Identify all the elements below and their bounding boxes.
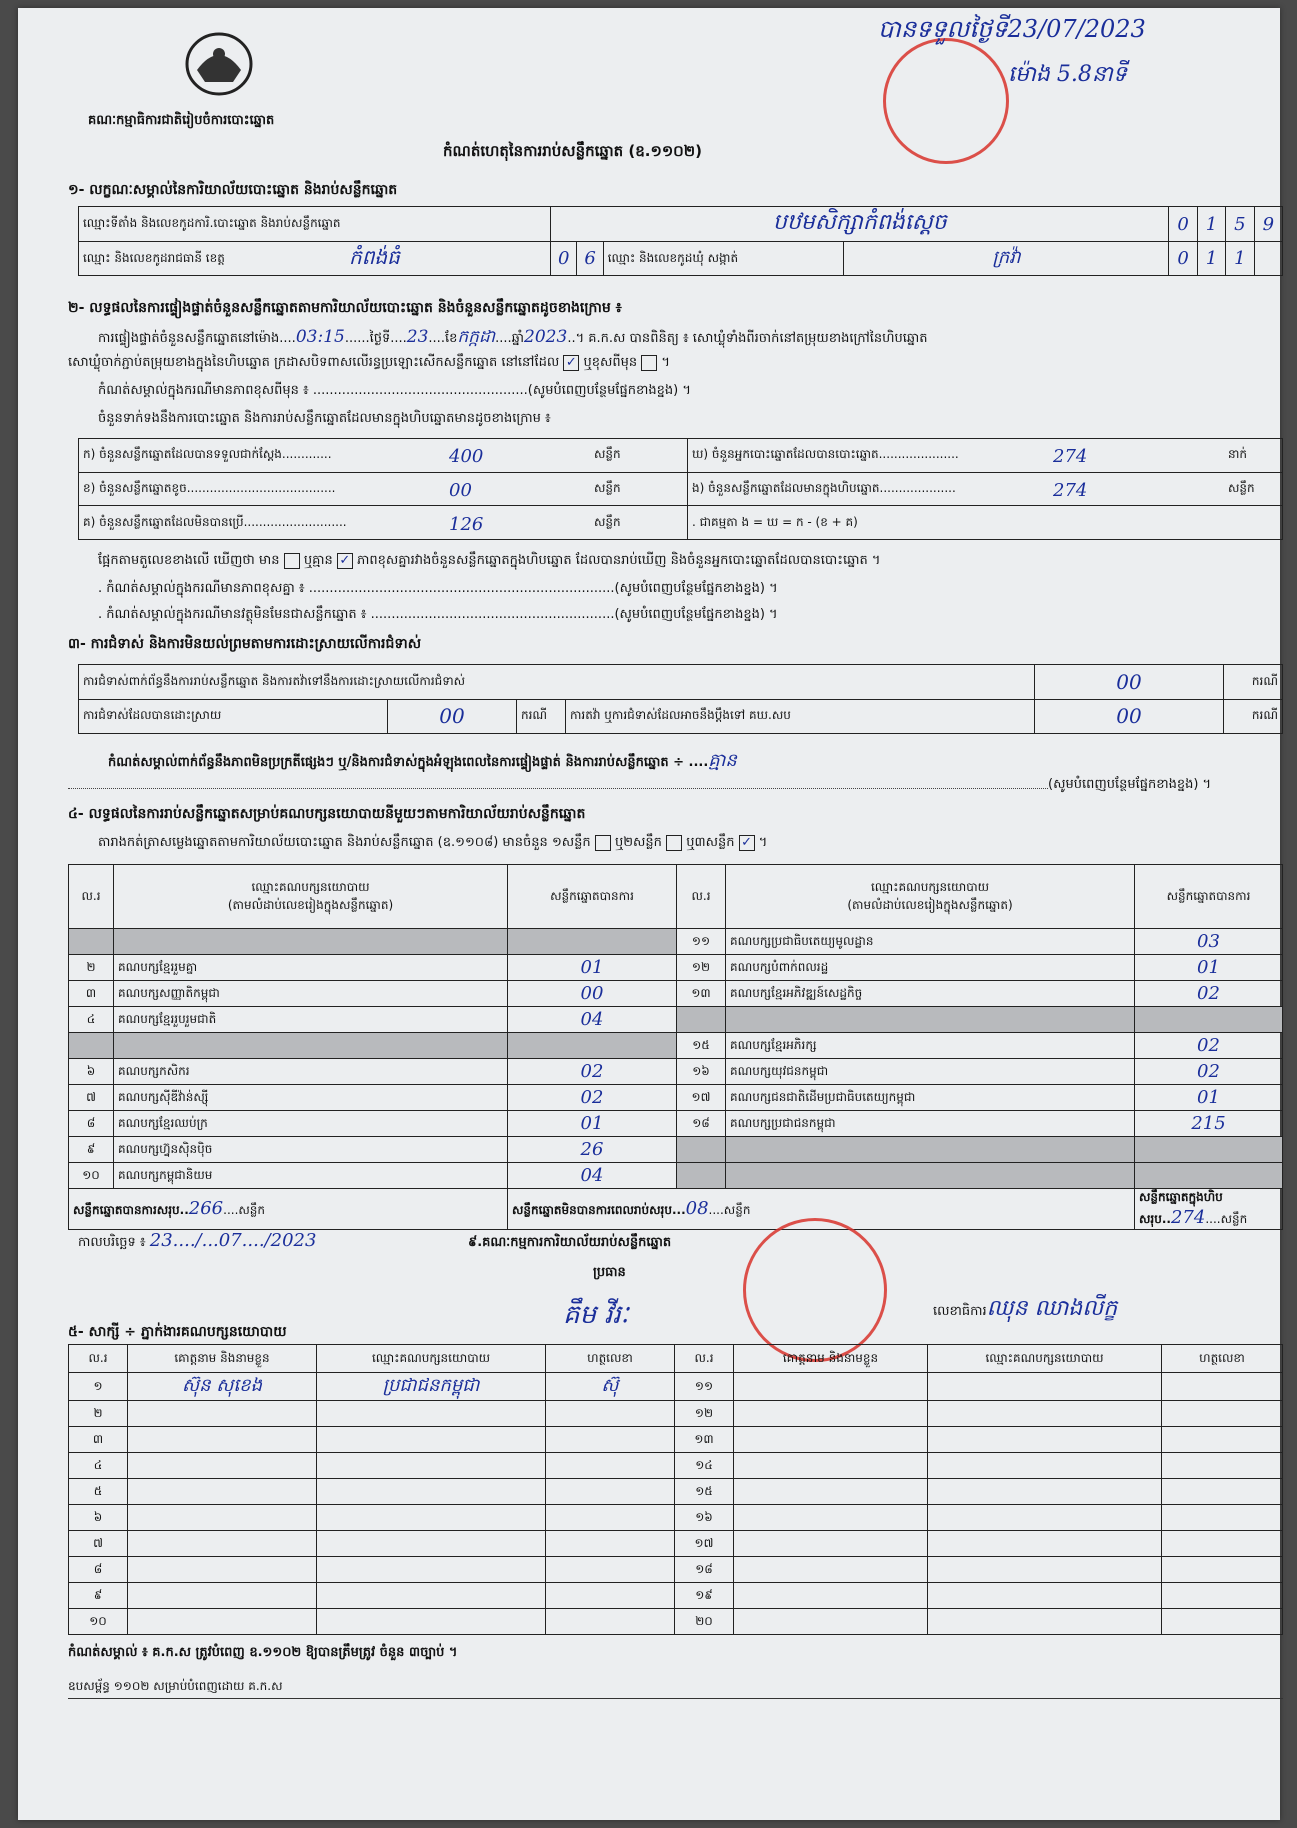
chair-label: ប្រធាន [593, 1265, 626, 1280]
row-12-no: ១២ [677, 955, 726, 981]
formula-cell: . ជាគម្មតា ង = ឃ = ក - (ខ + គ) [688, 506, 1283, 540]
w-row-7-no: ៧ [69, 1531, 128, 1557]
row-3-no: ៣ [69, 981, 114, 1007]
row-7-votes: 02 [508, 1085, 677, 1111]
row-9-party: គណបក្សហ្វ៊ុនស៊ិនប៉ិច [114, 1137, 508, 1163]
station-code-d4: 9 [1254, 207, 1282, 242]
row-1-no [69, 929, 114, 955]
row-4-no: ៤ [69, 1007, 114, 1033]
station-value: បឋមសិក្សាកំពង់ស្ដេច [551, 207, 1169, 242]
w-col-name-right: គោត្តនាម និងនាមខ្លួន [734, 1345, 928, 1373]
resolved-label: ការជំទាស់ដែលបានដោះស្រាយ [79, 699, 388, 734]
count-unused-cell: គ) ចំនួនសន្លឹកឆ្នោតដែលមិនបានប្រើ........................... 126 សន្លឹក [79, 506, 688, 540]
complaints-total-unit: ករណី [1224, 665, 1283, 700]
irregularity-note-hint: (សូមបំពេញបន្ថែមផ្នែកខាងខ្នង) ។ [1048, 777, 1212, 792]
section-1-table [78, 206, 1283, 276]
station-code-d1: 0 [1169, 207, 1197, 242]
row-2-votes: 01 [508, 955, 677, 981]
w-row-14-no: ១៤ [675, 1453, 734, 1479]
row-14-party [726, 1007, 1135, 1033]
row-2-no: ២ [69, 955, 114, 981]
valid-total-cell: សន្លឹកឆ្នោតបានការសរុប..266....សន្លឹក [69, 1189, 508, 1230]
form-title: កំណត់ហេតុនៃការរាប់សន្លឹកឆ្នោត (ឧ.១១០២) [443, 142, 703, 160]
row-1-votes [508, 929, 677, 955]
row-7-no: ៧ [69, 1085, 114, 1111]
row-19-party [726, 1137, 1135, 1163]
row-14-no [677, 1007, 726, 1033]
forwarded-label: ការតវ៉ា ឬការជំទាស់ដែលអាចនឹងប្ដឹងទៅ គឃ.សប [566, 699, 1035, 734]
resolved-unit: ករណី [517, 699, 566, 734]
w-row-8-no: ៨ [69, 1557, 128, 1583]
row-9-no: ៩ [69, 1137, 114, 1163]
no-discrepancy-checkbox: ✓ [337, 553, 353, 569]
reconciliation-line-1: ការផ្ទៀងផ្ទាត់ចំនួនសន្លឹកឆ្នោតនៅម៉ោង....03:15......ថ្ងៃទី....23....ខែកក្កដា....ឆ្នាំ2023..។ គ.ក.ស បានពិនិត្យ ៖ សោឃ្លុំទាំងពីរចាក់នៅតម្រុយខាងក្រៅនៃហិបឆ្នោត [98, 327, 928, 347]
committee-title: ៩.គណៈកម្មការការិយាល័យរាប់សន្លឹកឆ្នោត [468, 1235, 672, 1250]
counts-table [78, 438, 1283, 540]
row-17-party: គណបក្សជនជាតិដើមប្រជាធិបតេយ្យកម្ពុជា [726, 1085, 1135, 1111]
row-15-votes: 02 [1135, 1033, 1283, 1059]
station-label: ឈ្មោះទីតាំង និងលេខកូដការិ.បោះឆ្នោត និងរាប់សន្លឹកឆ្នោត [79, 207, 551, 242]
w-row-1-party: ប្រជាជនកម្ពុជា [317, 1373, 546, 1401]
w-row-4-no: ៤ [69, 1453, 128, 1479]
row-3-party: គណបក្សសញ្ញាតិកម្ពុជា [114, 981, 508, 1007]
discrepancy-note-2: . កំណត់សម្គាល់ក្នុងករណីមានវត្ថុមិនមែនជាសន្លឹកឆ្នោត ៖ ...........................................................(សូមបំពេញបន្ថែមផ្នែកខាងខ្នង) ។ [98, 607, 778, 622]
footer-rule [68, 1698, 1283, 1699]
row-19-votes [1135, 1137, 1283, 1163]
row-13-votes: 02 [1135, 981, 1283, 1007]
col-party-left: ឈ្មោះគណបក្សនយោបាយ (តាមលំដាប់លេខរៀងក្នុងសន្លឹកឆ្នោត) [114, 865, 508, 929]
row-11-votes: 03 [1135, 929, 1283, 955]
note-line: កំណត់សម្គាល់ក្នុងករណីមានភាពខុសពីមុន ៖ ....................................................(សូមបំពេញបន្ថែមផ្នែកខាងខ្នង) ។ [98, 383, 691, 398]
row-11-no: ១១ [677, 929, 726, 955]
row-15-no: ១៥ [677, 1033, 726, 1059]
w-row-19-no: ១៩ [675, 1583, 734, 1609]
resolved-value: 00 [388, 699, 517, 734]
province-code-d2: 6 [577, 242, 603, 276]
form-footer-code: ឧបសម្ព័ន្ធ ១១០២ សម្រាប់បំពេញដោយ គ.ក.ស [68, 1679, 283, 1693]
one-sheet-checkbox [595, 835, 611, 851]
commune-value: ក្រវ៉ា [844, 242, 1169, 276]
row-8-votes: 01 [508, 1111, 677, 1137]
row-10-party: គណបក្សកម្ពុជានិយម [114, 1163, 508, 1189]
section-2-title: ២- លទ្ធផលនៃការផ្ទៀងផ្ទាត់ចំនួនសន្លឹកឆ្នោតតាមការិយាល័យបោះឆ្នោត និងចំនួនសន្លឹកឆ្នោតដូចខាងក្រោម ៖ [68, 300, 622, 316]
reconciliation-line-2: សោឃ្លុំចាក់ភ្ជាប់តម្រុយខាងក្នុងនៃហិបឆ្នោត ក្រដាសបិទពាសលើរន្ធប្រឡោះសើកសន្លឹកឆ្នោត នៅនៅដែល ✓ ឬខុសពីមុន ។ [68, 354, 670, 370]
irregularity-note-line [68, 778, 1048, 789]
row-7-party: គណបក្សស៊ីឌីវ៉ាន់ស្ស៊ី [114, 1085, 508, 1111]
section-3-title: ៣- ការជំទាស់ និងការមិនយល់ព្រមតាមការដោះស្រាយលើការជំទាស់ [68, 636, 422, 652]
row-8-party: គណបក្សខ្មែរឈប់ក្រ [114, 1111, 508, 1137]
count-spoiled-cell: ខ) ចំនួនសន្លឹកឆ្នោតខូច....................................... 00 សន្លឹក [79, 472, 688, 506]
row-2-party: គណបក្សខ្មែររួមគ្នា [114, 955, 508, 981]
org-name: គណៈកម្មាធិការជាតិរៀបចំការបោះឆ្នោត [88, 113, 275, 128]
party-results-table [68, 864, 1283, 1230]
row-20-votes [1135, 1163, 1283, 1189]
w-row-17-no: ១៧ [675, 1531, 734, 1557]
w-row-9-no: ៩ [69, 1583, 128, 1609]
row-12-votes: 01 [1135, 955, 1283, 981]
w-row-11-no: ១១ [675, 1373, 734, 1401]
row-13-no: ១៣ [677, 981, 726, 1007]
w-col-name-left: គោត្តនាម និងនាមខ្លួន [128, 1345, 317, 1373]
commune-code-d1: 0 [1169, 242, 1197, 276]
w-row-5-no: ៥ [69, 1479, 128, 1505]
row-6-party: គណបក្សកសិករ [114, 1059, 508, 1085]
w-row-10-no: ១០ [69, 1609, 128, 1635]
col-party-right: ឈ្មោះគណបក្សនយោបាយ (តាមលំដាប់លេខរៀងក្នុងសន្លឹកឆ្នោត) [726, 865, 1135, 929]
col-no-right: ល.រ [677, 865, 726, 929]
complaints-table [78, 664, 1283, 734]
complaints-total-value: 00 [1035, 665, 1224, 700]
row-12-party: គណបក្សបំពាក់ពលរដ្ឋ [726, 955, 1135, 981]
has-discrepancy-checkbox [284, 553, 300, 569]
three-sheets-checkbox: ✓ [739, 835, 755, 851]
official-seal-bottom-icon [743, 1218, 887, 1362]
w-row-15-no: ១៥ [675, 1479, 734, 1505]
row-17-no: ១៧ [677, 1085, 726, 1111]
discrepancy-line: ផ្អែកតាមតួលេខខាងលើ ឃើញថា មាន ឬគ្មាន ✓ ភាពខុសគ្នារវាងចំនួនសន្លឹកឆ្នោតក្នុងហិបឆ្នោត ដែលបានរាប់ឃើញ និងចំនួនអ្នកបោះឆ្នោតដែលបានបោះឆ្នោត ។ [98, 552, 881, 568]
province-label-cell [79, 242, 551, 276]
section-4-title: ៤- លទ្ធផលនៃការរាប់សន្លឹកឆ្នោតសម្រាប់គណបក្សនយោបាយនីមួយៗតាមការិយាល័យរាប់សន្លឹកឆ្នោត [68, 806, 586, 822]
receipt-date-note: បានទទួលថ្ងៃទី23/07/2023 [878, 15, 1146, 43]
row-11-party: គណបក្សប្រជាធិបតេយ្យមូលដ្ឋាន [726, 929, 1135, 955]
row-13-party: គណបក្សខ្មែរអភិវឌ្ឍន៍សេដ្ឋកិច្ច [726, 981, 1135, 1007]
section-1-title: ១- លក្ខណៈសម្គាល់នៃការិយាល័យបោះឆ្នោត និងរាប់សន្លឹកឆ្នោត [68, 182, 398, 198]
row-20-no [677, 1163, 726, 1189]
row-4-votes: 04 [508, 1007, 677, 1033]
w-col-no-left: ល.រ [69, 1345, 128, 1373]
nec-emblem-icon [183, 30, 255, 98]
row-19-no [677, 1137, 726, 1163]
counts-intro: ចំនួនទាក់ទងនឹងការបោះឆ្នោត និងការរាប់សន្លឹកឆ្នោតដែលមានក្នុងហិបឆ្នោតមានដូចខាងក្រោម ៖ [98, 411, 551, 426]
document-page [18, 8, 1280, 1820]
row-10-votes: 04 [508, 1163, 677, 1189]
row-1-party [114, 929, 508, 955]
intact-checkbox: ✓ [563, 355, 579, 371]
w-row-13-no: ១៣ [675, 1427, 734, 1453]
row-15-party: គណបក្សខ្មែរអភិរក្ស [726, 1033, 1135, 1059]
sheets-line: តារាងកត់ត្រាសម្លេងឆ្នោតតាមការិយាល័យបោះឆ្នោត និងរាប់សន្លឹកឆ្នោត (ឧ.១១០៨) មានចំនួន ១សន្លឹក ឬ២សន្លឹក ឬ៣សន្លឹក ✓ ។ [98, 834, 768, 850]
completion-date: កាលបរិច្ឆេទ ៖ 23..../...07..../2023 [78, 1230, 317, 1251]
col-votes-right: សន្លឹកឆ្នោតបានការ [1135, 865, 1283, 929]
count-received-cell: ក) ចំនួនសន្លឹកឆ្នោតដែលបានទទួលជាក់ស្ដែង............. 400 សន្លឹក [79, 439, 688, 473]
box-total-cell: សន្លឹកឆ្នោតក្នុងហិបសរុប..274....សន្លឹក [1135, 1189, 1283, 1230]
not-intact-checkbox [641, 355, 657, 371]
secretary-label: លេខាធិការឈុន ឈាងលីក្ខ [933, 1296, 1118, 1321]
commune-code-d4 [1254, 242, 1282, 276]
row-5-votes [508, 1033, 677, 1059]
row-16-no: ១៦ [677, 1059, 726, 1085]
forwarded-value: 00 [1035, 699, 1224, 734]
official-seal-top-icon [883, 38, 1009, 164]
row-16-party: គណបក្សយុវជនកម្ពុជា [726, 1059, 1135, 1085]
commune-label: ឈ្មោះ និងលេខកូដឃុំ សង្កាត់ [603, 242, 844, 276]
station-code-d2: 1 [1197, 207, 1225, 242]
province-code-d1: 0 [551, 242, 577, 276]
w-col-no-right: ល.រ [675, 1345, 734, 1373]
invalid-total-cell: សន្លឹកឆ្នោតមិនបានការពេលរាប់សរុប...08....សន្លឹក [508, 1189, 1135, 1230]
row-4-party: គណបក្សខ្មែររួបរួមជាតិ [114, 1007, 508, 1033]
count-voters-cell: ឃ) ចំនួនអ្នកបោះឆ្នោតដែលបានបោះឆ្នោត..................... 274 នាក់ [688, 439, 1283, 473]
w-row-2-no: ២ [69, 1401, 128, 1427]
station-code-d3: 5 [1226, 207, 1254, 242]
receipt-time-note: ម៉ោង 5.8នាទី [1008, 62, 1127, 87]
witness-table [68, 1344, 1283, 1635]
row-18-party: គណបក្សប្រជាជនកម្ពុជា [726, 1111, 1135, 1137]
row-5-no [69, 1033, 114, 1059]
w-row-1-no: ១ [69, 1373, 128, 1401]
irregularity-note: កំណត់សម្គាល់ពាក់ព័ន្ធនឹងភាពមិនប្រក្រតីផ្សេងៗ ឬ/និងការជំទាស់ក្នុងអំឡុងពេលនៃការផ្ទៀងផ្ទាត់ និងការរាប់សន្លឹកឆ្នោត ÷ ....គ្មាន [108, 750, 737, 771]
w-row-1-signature: ស៊ុ [546, 1373, 675, 1401]
row-6-votes: 02 [508, 1059, 677, 1085]
row-20-party [726, 1163, 1135, 1189]
discrepancy-note-1: . កំណត់សម្គាល់ក្នុងករណីមានភាពខុសគ្នា ៖ ..........................................................................(សូមបំពេញបន្ថែមផ្នែកខាងខ្នង) ។ [98, 581, 778, 596]
commune-code-d3: 1 [1226, 242, 1254, 276]
w-col-party-right: ឈ្មោះគណបក្សនយោបាយ [928, 1345, 1162, 1373]
province-value: កំពង់ធំ [349, 245, 400, 270]
bottom-note: កំណត់សម្គាល់ ៖ គ.ក.ស ត្រូវបំពេញ ឧ.១១០២ ឱ្យបានត្រឹមត្រូវ ចំនួន ៣ច្បាប់ ។ [68, 1645, 458, 1660]
row-18-votes: 215 [1135, 1111, 1283, 1137]
w-row-6-no: ៦ [69, 1505, 128, 1531]
count-ballots-in-box-cell: ង) ចំនួនសន្លឹកឆ្នោតដែលមានក្នុងហិបឆ្នោត.................... 274 សន្លឹក [688, 472, 1283, 506]
chair-signature: គឹម វីរៈ [563, 1300, 629, 1330]
w-row-1-name: ស៊ុន សុខេង [128, 1373, 317, 1401]
row-8-no: ៨ [69, 1111, 114, 1137]
row-3-votes: 00 [508, 981, 677, 1007]
row-5-party [114, 1033, 508, 1059]
row-9-votes: 26 [508, 1137, 677, 1163]
forwarded-unit: ករណី [1224, 699, 1283, 734]
complaints-total-label: ការជំទាស់ពាក់ព័ន្ធនឹងការរាប់សន្លឹកឆ្នោត និងការតវ៉ាទៅនឹងការដោះស្រាយលើការជំទាស់ [79, 665, 1035, 700]
w-row-3-no: ៣ [69, 1427, 128, 1453]
row-17-votes: 01 [1135, 1085, 1283, 1111]
province-label: ឈ្មោះ និងលេខកូដរាជធានី ខេត្ត [83, 250, 225, 265]
commune-code-d2: 1 [1197, 242, 1225, 276]
row-10-no: ១០ [69, 1163, 114, 1189]
col-votes-left: សន្លឹកឆ្នោតបានការ [508, 865, 677, 929]
col-no-left: ល.រ [69, 865, 114, 929]
row-18-no: ១៨ [677, 1111, 726, 1137]
row-16-votes: 02 [1135, 1059, 1283, 1085]
row-6-no: ៦ [69, 1059, 114, 1085]
w-row-18-no: ១៨ [675, 1557, 734, 1583]
section-5-title: ៥- សាក្សី ÷ ភ្នាក់ងារគណបក្សនយោបាយ [68, 1324, 287, 1340]
w-row-12-no: ១២ [675, 1401, 734, 1427]
row-14-votes [1135, 1007, 1283, 1033]
w-row-20-no: ២០ [675, 1609, 734, 1635]
w-row-16-no: ១៦ [675, 1505, 734, 1531]
w-col-sign-left: ហត្ថលេខា [546, 1345, 675, 1373]
w-col-sign-right: ហត្ថលេខា [1162, 1345, 1283, 1373]
w-col-party-left: ឈ្មោះគណបក្សនយោបាយ [317, 1345, 546, 1373]
two-sheets-checkbox [666, 835, 682, 851]
